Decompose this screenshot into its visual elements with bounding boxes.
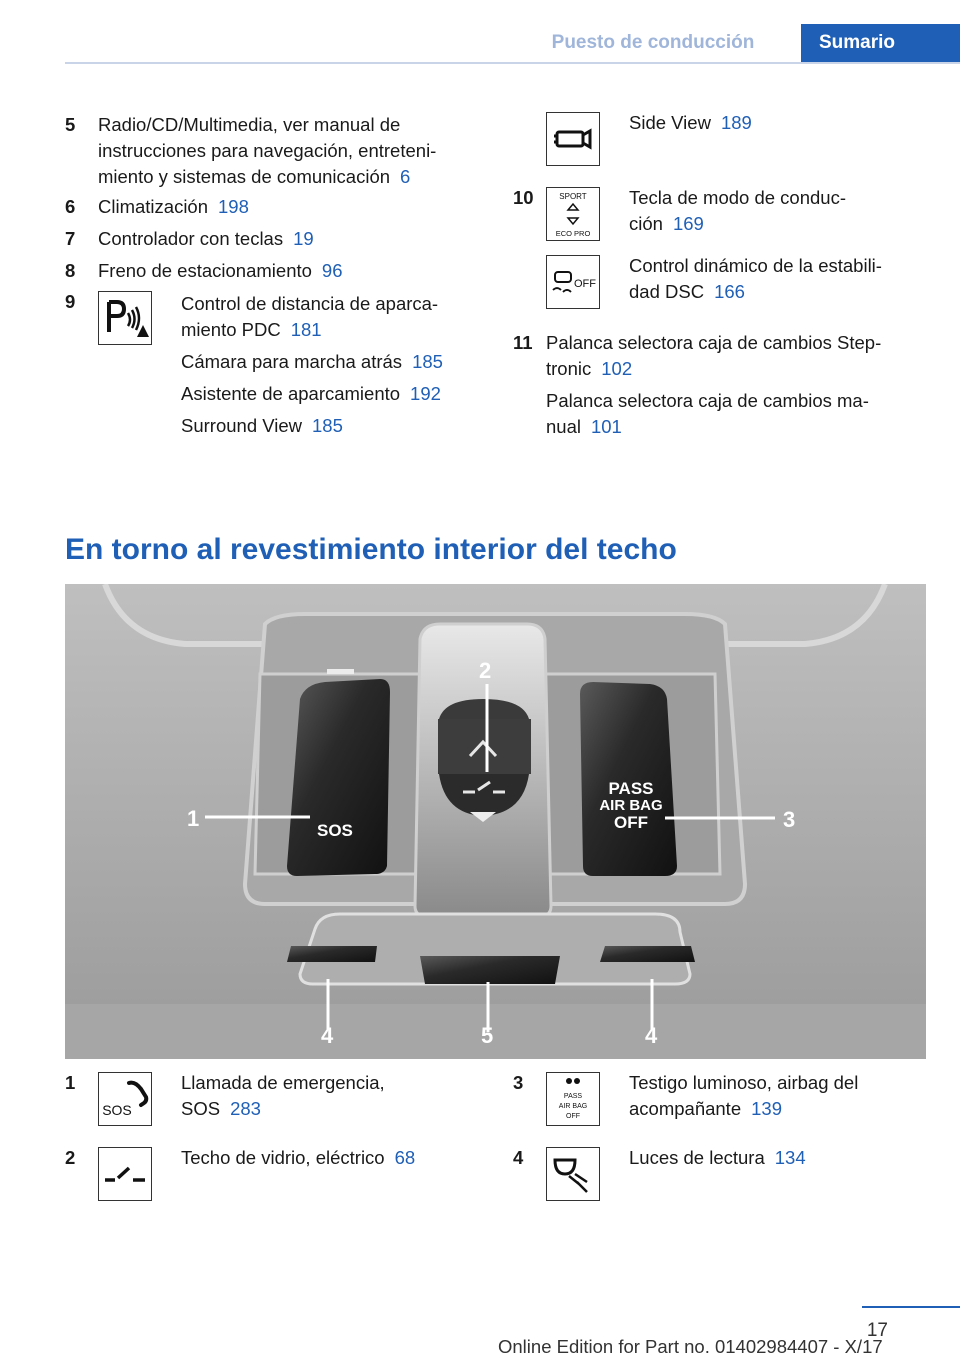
page-ref-link[interactable]: 19: [293, 228, 314, 249]
photo-airbag-text: OFF: [614, 813, 648, 832]
section-title: En torno al revestimiento interior del techo: [65, 533, 677, 566]
list-item: Freno de estacionamiento 96: [98, 260, 343, 281]
headliner-photo: [65, 584, 926, 1059]
icon-label: ECO PRO: [555, 229, 591, 238]
list-item: Tecla de modo de conduc- ción 169: [629, 187, 846, 234]
pdc-icon: [98, 291, 152, 345]
callout-label: 5: [481, 1023, 494, 1048]
item-number: 11: [513, 332, 533, 353]
list-item: Luces de lectura 134: [629, 1147, 806, 1168]
page-ref-link[interactable]: 68: [394, 1147, 416, 1168]
item-number: 10: [513, 187, 534, 208]
list-item: Controlador con teclas 19: [98, 228, 314, 249]
page-ref-link[interactable]: 189: [720, 112, 752, 133]
reading-light-icon: [546, 1147, 600, 1201]
icon-label: SOS: [102, 1102, 132, 1118]
footer-rule: [862, 1306, 960, 1308]
page-ref-link[interactable]: 166: [714, 281, 745, 302]
list-item: Control de distancia de aparca- miento PDC 181 Cámara para marcha atrás 185 Asistente de aparcamiento 192 Surround View 185: [181, 293, 443, 436]
item-number: 9: [65, 291, 76, 312]
callout-label: 3: [783, 807, 796, 832]
icon-label: OFF: [574, 278, 596, 290]
item-number: 1: [65, 1072, 76, 1093]
photo-airbag-text: AIR BAG: [599, 797, 663, 814]
icon-label: SPORT: [559, 192, 587, 201]
item-number: 3: [513, 1072, 524, 1093]
item-number: 2: [65, 1147, 76, 1168]
list-item: Side View 189: [629, 112, 752, 133]
passenger-airbag-icon: [546, 1072, 600, 1126]
list-item: Techo de vidrio, eléctrico 68: [181, 1147, 416, 1168]
side-view-icon: [546, 112, 600, 166]
icon-label: PASS: [563, 1093, 583, 1100]
callout-label: 2: [479, 658, 492, 683]
item-number: 7: [65, 228, 76, 249]
driving-mode-icon: [546, 187, 600, 241]
glass-roof-icon: [98, 1147, 152, 1201]
tab-summary[interactable]: Sumario: [801, 24, 960, 62]
page-ref-link[interactable]: 96: [321, 260, 343, 281]
page-ref-link[interactable]: 134: [774, 1147, 806, 1168]
page-number: 17: [866, 1320, 888, 1341]
photo-sos-text: SOS: [317, 821, 353, 840]
page-ref-link[interactable]: 169: [672, 213, 704, 234]
sos-icon: [98, 1072, 152, 1126]
callout-label: 4: [645, 1023, 658, 1048]
icon-label: AIR BAG: [558, 1103, 588, 1110]
page-ref-link[interactable]: 185: [312, 415, 343, 436]
edition-note: Online Edition for Part no. 01402984407 - X/17: [498, 1336, 883, 1357]
page-ref-link[interactable]: 192: [410, 383, 441, 404]
list-item: Climatización 198: [98, 196, 249, 217]
page-ref-link[interactable]: 101: [590, 416, 622, 437]
page-header: [65, 24, 960, 64]
item-number: 4: [513, 1147, 524, 1168]
tab-section-title[interactable]: Puesto de conducción: [551, 32, 755, 53]
page-ref-link[interactable]: 6: [400, 166, 411, 187]
callout-label: 1: [187, 806, 200, 831]
page-ref-link[interactable]: 198: [218, 196, 249, 217]
list-item: Control dinámico de la estabili- dad DSC 166: [629, 255, 882, 302]
photo-airbag-text: PASS: [608, 779, 654, 798]
list-item: Radio/CD/Multimedia, ver manual de instrucciones para navegación, entreteni- miento y sistemas de comunicación 6: [98, 114, 437, 187]
icon-label: OFF: [566, 1113, 580, 1120]
page-ref-link[interactable]: 181: [290, 319, 322, 340]
dsc-off-icon: [546, 255, 600, 309]
list-item: Palanca selectora caja de cambios Step- tronic 102 Palanca selectora caja de cambios ma- nual 101: [546, 332, 882, 437]
page-ref-link[interactable]: 185: [412, 351, 443, 372]
page-ref-link[interactable]: 283: [230, 1098, 261, 1119]
callout-label: 4: [321, 1023, 334, 1048]
item-number: 6: [65, 196, 76, 217]
list-item: Testigo luminoso, airbag del acompañante 139: [629, 1072, 859, 1119]
item-number: 5: [65, 114, 76, 135]
page-ref-link[interactable]: 102: [601, 358, 633, 379]
page-ref-link[interactable]: 139: [751, 1098, 782, 1119]
list-item: Llamada de emergencia, SOS 283: [181, 1072, 385, 1119]
item-number: 8: [65, 260, 76, 281]
